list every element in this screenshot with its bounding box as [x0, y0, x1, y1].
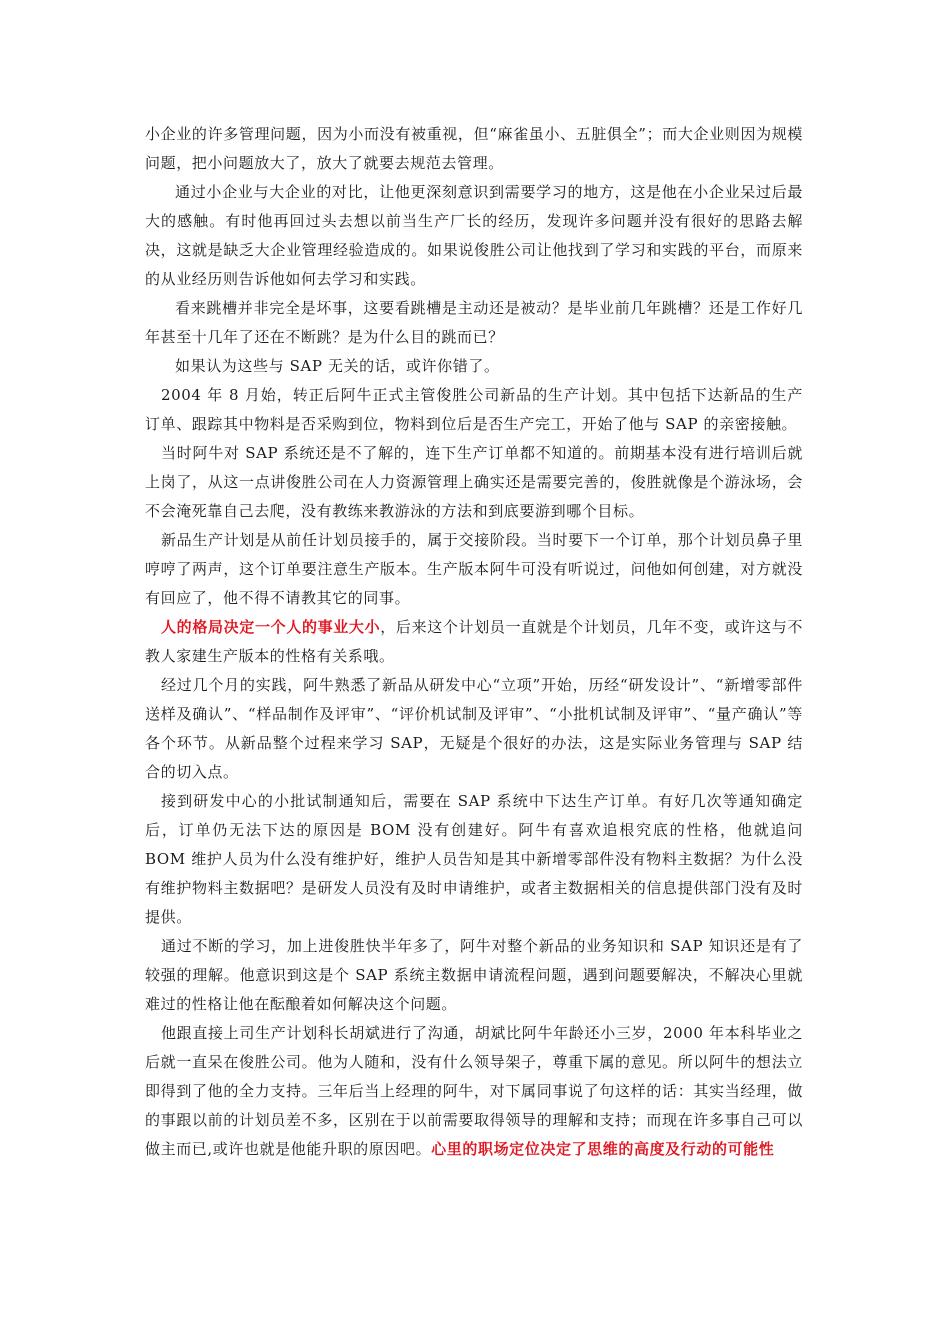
paragraph-text: 如果认为这些与 SAP 无关的话，或许你错了。: [175, 357, 500, 375]
paragraph-text: 当时阿牛对 SAP 系统还是不了解的，连下生产订单都不知道的。前期基本没有进行培训后就上岗了，从这一点讲俊胜公司在人力资源管理上确实还是需要完善的，俊胜就像是个游泳场，会不会淹死靠自己去爬，没有教练来教游泳的方法和到底要游到哪个目标。: [145, 444, 803, 520]
paragraph-7: [145, 526, 803, 613]
paragraph-text: 看来跳槽并非完全是坏事，这要看跳槽是主动还是被动？是毕业前几年跳槽？还是工作好几年甚至十几年了还在不断跳？是为什么目的跳而已？: [145, 299, 803, 346]
paragraph-6: [145, 439, 803, 526]
paragraph-9: [145, 671, 803, 787]
paragraph-3: [145, 294, 803, 352]
paragraph-2: [145, 178, 803, 294]
paragraph-text: 通过不断的学习，加上进俊胜快半年多了，阿牛对整个新品的业务知识和 SAP 知识还是有了较强的理解。他意识到这是个 SAP 系统主数据申请流程问题，遇到问题要解决，不解决心里就难过的性格让他在酝酿着如何解决这个问题。: [145, 937, 803, 1013]
paragraph-text: 他跟直接上司生产计划科长胡斌进行了沟通，胡斌比阿牛年龄还小三岁，2000 年本科毕业之后就一直呆在俊胜公司。他为人随和，没有什么领导架子，尊重下属的意见。所以阿牛的想法立即得到了他的全力支持。三年后当上经理的阿牛，对下属同事说了句这样的话：其实当经理，做的事跟以前的计划员差不多，区别在于以前需要取得领导的理解和支持；而现在许多事自己可以做主而已,或许也就是他能升职的原因吧。: [145, 1024, 803, 1158]
paragraph-text: 小企业的许多管理问题，因为小而没有被重视，但“麻雀虽小、五脏俱全”；而大企业则因为规模问题，把小问题放大了，放大了就要去规范去管理。: [145, 125, 803, 172]
paragraph-5: [145, 381, 803, 439]
paragraph-text: 通过小企业与大企业的对比，让他更深刻意识到需要学习的地方，这是他在小企业呆过后最大的感触。有时他再回过头去想以前当生产厂长的经历，发现许多问题并没有很好的思路去解决，这就是缺乏大企业管理经验造成的。如果说俊胜公司让他找到了学习和实践的平台，而原来的从业经历则告诉他如何去学习和实践。: [145, 183, 803, 288]
paragraph-text: 经过几个月的实践，阿牛熟悉了新品从研发中心“立项”开始，历经“研发设计”、“新增零部件送样及确认”、“样品制作及评审”、“评价机试制及评审”、“小批机试制及评审”、“量产确认”等各个环节。从新品整个过程来学习 SAP，无疑是个很好的办法，这是实际业务管理与 SAP 结合的切入点。: [145, 676, 803, 781]
highlighted-text: 人的格局决定一个人的事业大小: [161, 618, 381, 636]
paragraph-text: ，后来这个计划员一直就是个计划员，几年不变，或许这与不教人家建生产版本的性格有关系哦。: [145, 618, 804, 665]
paragraph-11: [145, 932, 803, 1019]
paragraph-4: [145, 352, 803, 381]
paragraph-text: 2004 年 8 月始，转正后阿牛正式主管俊胜公司新品的生产计划。其中包括下达新品的生产订单、跟踪其中物料是否采购到位，物料到位后是否生产完工，开始了他与 SAP 的亲密接触。: [145, 386, 803, 433]
document-page: [145, 120, 803, 1164]
paragraph-12: [145, 1019, 803, 1164]
paragraph-text: 新品生产计划是从前任计划员接手的，属于交接阶段。当时要下一个订单，那个计划员鼻子里哼哼了两声，这个订单要注意生产版本。生产版本阿牛可没有听说过，问他如何创建，对方就没有回应了，他不得不请教其它的同事。: [145, 531, 803, 607]
highlighted-text: 心里的职场定位决定了思维的高度及行动的可能性: [431, 1140, 775, 1158]
paragraph-1: [145, 120, 803, 178]
paragraph-10: [145, 787, 803, 932]
paragraph-text: 接到研发中心的小批试制通知后，需要在 SAP 系统中下达生产订单。有好几次等通知确定后，订单仍无法下达的原因是 BOM 没有创建好。阿牛有喜欢追根究底的性格，他就追问 BOM 维护人员为什么没有维护好，维护人员告知是其中新增零部件没有物料主数据？为什么没有维护物料主数据吧？是研发人员没有及时申请维护，或者主数据相关的信息提供部门没有及时提供。: [145, 792, 803, 926]
paragraph-8: [145, 613, 803, 671]
